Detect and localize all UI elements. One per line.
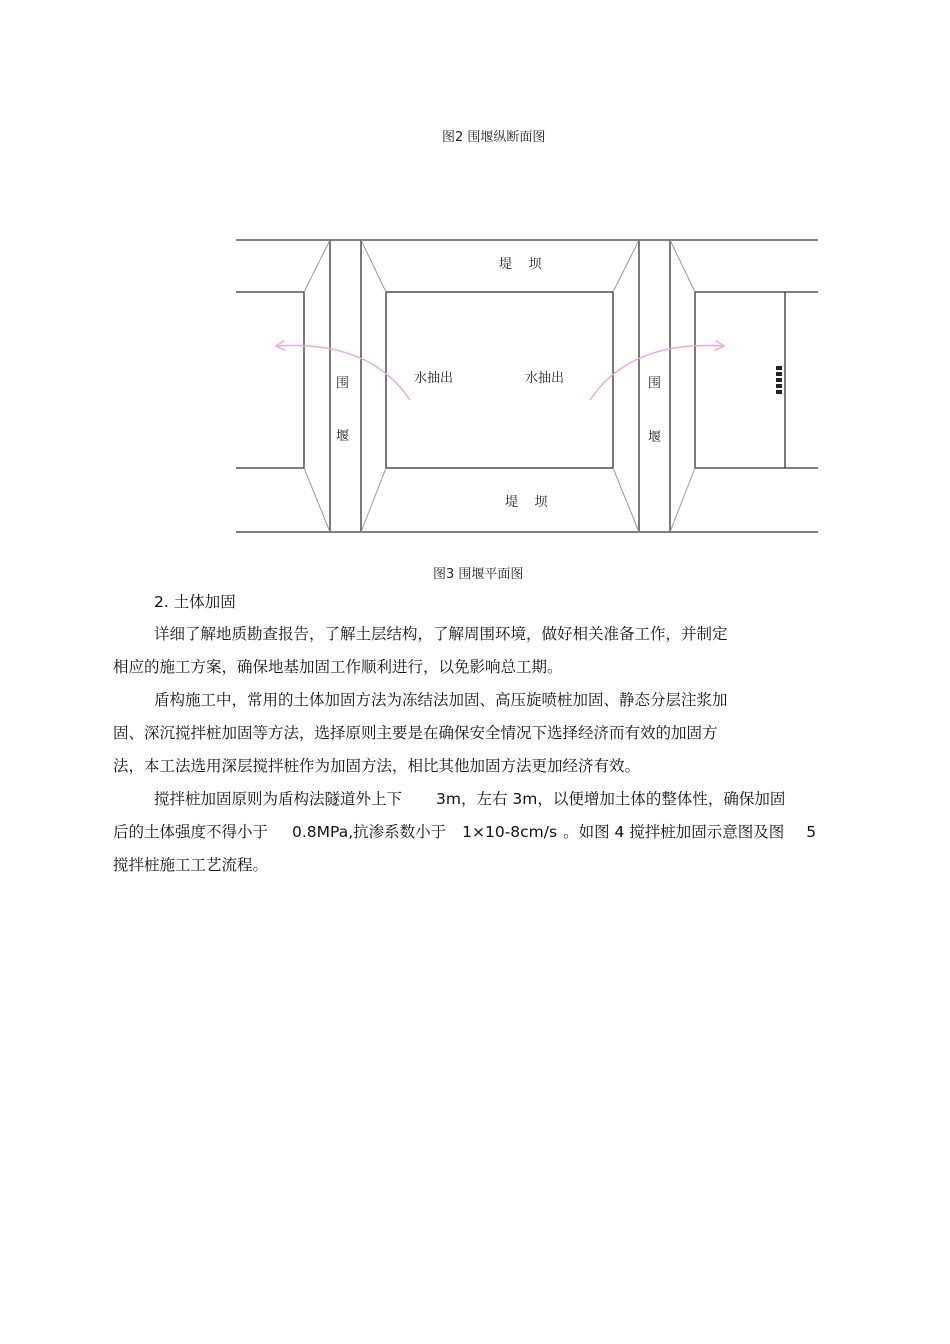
- right-weir-label-2: 堰: [648, 430, 662, 445]
- paragraph-3-line-2-part-d: 。如图 4 搅拌桩加固示意图及图: [563, 823, 785, 841]
- paragraph-3-line-2: [113, 816, 816, 849]
- section-heading: 2. 土体加固: [154, 593, 236, 611]
- paragraph-2-line-2: 固、深沉搅拌桩加固等方法，选择原则主要是在确保安全情况下选择经济而有效的加固方: [113, 724, 718, 742]
- dam-label-bottom: 堤 坝: [505, 495, 548, 510]
- dam-label-top: 堤 坝: [499, 257, 542, 272]
- right-pump-label: 水抽出: [525, 371, 565, 386]
- paragraph-1-line-2: 相应的施工方案，确保地基加固工作顺利进行，以免影响总工期。: [113, 658, 563, 676]
- figure-2-caption: 图2 围堰纵断面图: [442, 130, 546, 145]
- right-pit: [695, 292, 818, 468]
- left-pump-arrow: [276, 345, 410, 400]
- cofferdam-plan-diagram: [0, 0, 950, 600]
- right-pit-vertical-mark: [776, 366, 782, 394]
- paragraph-2-line-1: 盾构施工中，常用的土体加固方法为冻结法加固、高压旋喷桩加固、静态分层注浆加: [154, 691, 728, 709]
- dam-boundary-lines: [236, 240, 818, 532]
- paragraph-3-line-1-part-b: 3m，左右 3m，以便增加土体的整体性，确保加固: [436, 790, 786, 808]
- paragraph-2-line-3: 法，本工法选用深层搅拌桩作为加固方法，相比其他加固方法更加经济有效。: [113, 757, 641, 775]
- paragraph-3-line-2-part-e: 5: [806, 823, 817, 841]
- paragraph-1-line-1: 详细了解地质勘查报告，了解土层结构，了解周围环境，做好相关准备工作，并制定: [154, 625, 728, 643]
- left-weir-label-1: 围: [336, 376, 350, 391]
- paragraph-3-line-1-part-a: 搅拌桩加固原则为盾构法隧道外上下: [154, 790, 403, 808]
- paragraph-3-line-3: 搅拌桩施工工艺流程。: [113, 856, 269, 874]
- left-pump-label: 水抽出: [414, 371, 454, 386]
- paragraph-3-line-2-part-a: 后的土体强度不得小于: [113, 823, 269, 841]
- paragraph-3-line-2-part-c: 1×10-8cm/s: [462, 823, 558, 841]
- paragraph-3-line-1: [154, 783, 785, 816]
- left-weir-label-2: 堰: [336, 429, 350, 444]
- right-pump-arrow: [590, 345, 724, 400]
- figure-3-caption: 图3 围堰平面图: [433, 567, 524, 582]
- slope-lines: [304, 240, 695, 532]
- right-weir-label-1: 围: [648, 376, 662, 391]
- paragraph-3-line-2-part-b: 0.8MPa,抗渗系数小于: [292, 823, 447, 841]
